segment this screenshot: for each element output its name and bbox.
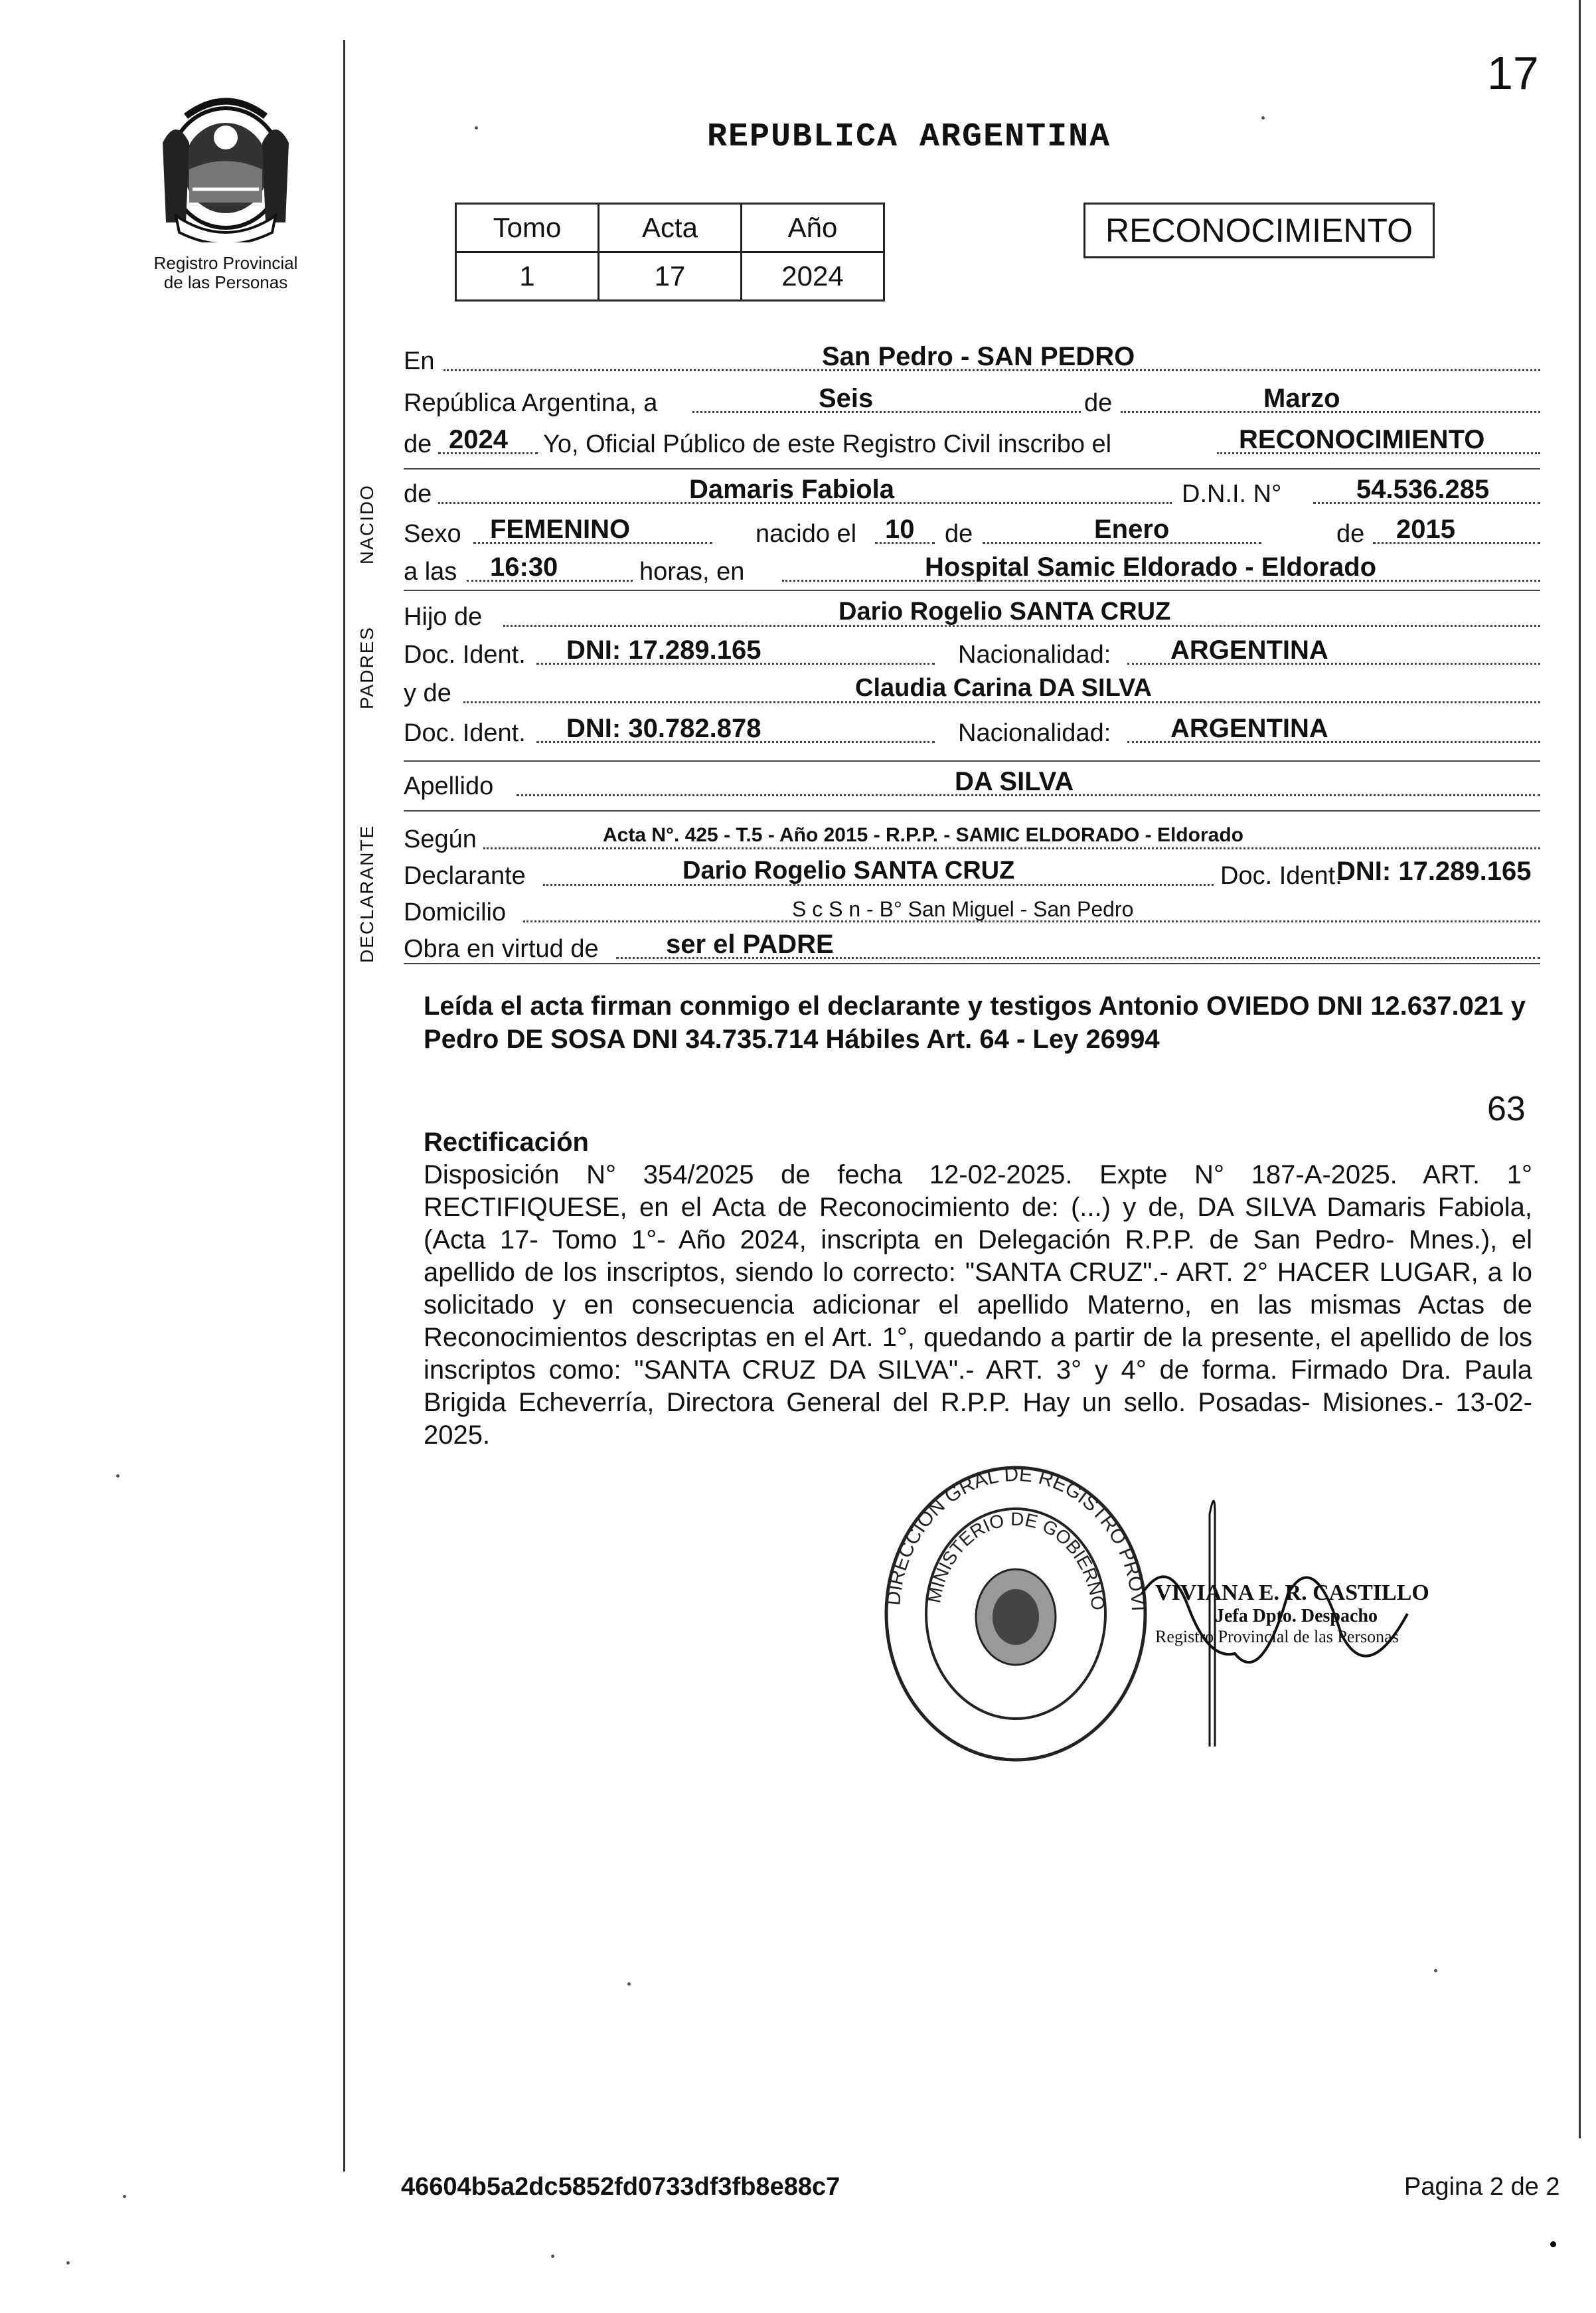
separator-3 [404, 760, 1540, 762]
separator-4 [404, 810, 1540, 812]
left-margin-line [343, 40, 345, 2172]
row-obra [404, 930, 1540, 968]
value-en: San Pedro - SAN PEDRO [822, 342, 1135, 371]
value-padre-nac: ARGENTINA [1170, 636, 1328, 665]
scan-speck [116, 1474, 120, 1478]
value-hora: 16:30 [490, 553, 558, 582]
scan-speck [1434, 1969, 1437, 1972]
row-padre [404, 598, 1540, 636]
logo-caption [110, 254, 342, 292]
stamp-line3: Registro Provincial de las Personas [1155, 1627, 1399, 1646]
stamp-line2: Jefa Dpto. Despacho [1215, 1606, 1378, 1626]
record-type-box: RECONOCIMIENTO [1083, 203, 1435, 258]
row-apellido [404, 767, 1540, 806]
value-tomo: 1 [456, 252, 599, 301]
row-hora [404, 553, 1540, 591]
value-nac-dia: 10 [885, 515, 915, 544]
label-de-nac-anio: de [1336, 520, 1365, 548]
rectificacion-title: Rectificación [424, 1128, 589, 1157]
side-label-nacido: NACIDO [357, 484, 377, 564]
stamp-line1: VIVIANA E. R. CASTILLO [1155, 1581, 1429, 1605]
value-inscribo: RECONOCIMIENTO [1239, 425, 1485, 454]
value-declarante-doc: DNI: 17.289.165 [1336, 857, 1532, 886]
label-declarante-doc: Doc. Ident. [1220, 862, 1342, 890]
label-dni: D.N.I. N° [1182, 480, 1282, 508]
value-mes: Marzo [1263, 384, 1340, 413]
value-padre: Dario Rogelio SANTA CRUZ [838, 598, 1171, 626]
label-de-nac-mes: de [945, 520, 973, 548]
label-de-nombre: de [404, 480, 432, 508]
signature-loop-icon [1195, 1488, 1235, 1753]
row-fecha [404, 384, 1540, 422]
row-domicilio [404, 893, 1540, 932]
value-padre-doc: DNI: 17.289.165 [566, 636, 761, 665]
value-madre-nac: ARGENTINA [1170, 714, 1328, 743]
row-nombre [404, 475, 1540, 513]
value-madre-doc: DNI: 30.782.878 [566, 714, 761, 743]
label-nacido: nacido el [756, 520, 857, 548]
label-horas-en: horas, en [639, 558, 745, 586]
label-alas: a las [404, 558, 457, 586]
label-domicilio: Domicilio [404, 899, 507, 926]
value-anio: 2024 [742, 252, 884, 301]
value-nombre: Damaris Fabiola [689, 475, 895, 504]
seal-icon [876, 1458, 1155, 1770]
label-obra: Obra en virtud de [404, 935, 599, 963]
label-doc-madre: Doc. Ident. [404, 719, 526, 747]
value-dni: 54.536.285 [1356, 475, 1490, 504]
right-margin-line [1579, 0, 1581, 2138]
separator-1 [404, 468, 1540, 470]
document-title: REPUBLICA ARGENTINA [707, 118, 1111, 156]
scan-speck [1550, 2241, 1556, 2247]
label-de-mes: de [1084, 389, 1113, 417]
label-nacionalidad-madre: Nacionalidad: [958, 719, 1111, 747]
value-dia: Seis [819, 384, 874, 413]
side-label-padres: PADRES [357, 626, 377, 709]
value-nac-anio: 2015 [1396, 515, 1455, 544]
row-anio [404, 425, 1540, 464]
label-republica: República Argentina, a [404, 389, 658, 417]
label-hijo: Hijo de [404, 603, 483, 631]
value-anio: 2024 [449, 425, 508, 454]
scan-speck [551, 2255, 554, 2258]
scan-speck [627, 1982, 631, 1986]
label-de-anio: de [404, 430, 432, 458]
row-madre-doc [404, 714, 1540, 752]
label-declarante: Declarante [404, 862, 526, 890]
row-madre [404, 674, 1540, 713]
value-declarante: Dario Rogelio SANTA CRUZ [682, 857, 1015, 885]
value-acta: 17 [599, 252, 742, 301]
scan-speck [66, 2261, 70, 2265]
label-yde: y de [404, 679, 451, 707]
header-acta: Acta [599, 204, 742, 252]
value-obra: ser el PADRE [666, 930, 834, 959]
margin-number: 63 [1487, 1090, 1526, 1128]
value-segun: Acta N°. 425 - T.5 - Año 2015 - R.P.P. - SAMIC ELDORADO - Eldorado [603, 824, 1243, 846]
logo-caption-line1: Registro Provincial [153, 253, 298, 273]
closing-text: Leída el acta firman conmigo el declarante y testigos Antonio OVIEDO DNI 12.637.021 y Pedro DE SOSA DNI 34.735.714 Hábiles Art. 64 - Ley 26994 [424, 991, 1526, 1054]
value-lugar: Hospital Samic Eldorado - Eldorado [925, 553, 1377, 582]
header-tomo: Tomo [456, 204, 599, 252]
label-nacionalidad-padre: Nacionalidad: [958, 641, 1111, 669]
record-table [455, 203, 885, 301]
seal-inner-text: MINISTERIO DE GOBIERNO [923, 1508, 1109, 1612]
row-sexo [404, 515, 1540, 553]
label-sexo: Sexo [404, 520, 461, 548]
label-segun: Según [404, 825, 477, 853]
row-en [404, 342, 1540, 381]
value-domicilio: S c S n - B° San Miguel - San Pedro [792, 897, 1134, 921]
row-declarante [404, 857, 1540, 895]
row-segun [404, 820, 1540, 859]
seal-outer-text: DIRECCION GRAL DE REGISTRO PROVI [882, 1463, 1149, 1612]
footer-page: Pagina 2 de 2 [1404, 2173, 1560, 2201]
coat-of-arms-icon [149, 90, 302, 242]
scan-speck [475, 126, 478, 129]
value-nac-mes: Enero [1094, 515, 1170, 544]
value-sexo: FEMENINO [490, 515, 631, 544]
document-hash: 46604b5a2dc5852fd0733df3fb8e88c7 [401, 2173, 840, 2201]
scan-speck [1261, 116, 1265, 120]
label-en: En [404, 347, 435, 375]
label-doc-padre: Doc. Ident. [404, 641, 526, 669]
header-anio: Año [742, 204, 884, 252]
value-apellido: DA SILVA [955, 767, 1074, 796]
page-number: 17 [1487, 47, 1539, 99]
logo-caption-line2: de las Personas [163, 272, 288, 292]
scan-speck [123, 2195, 126, 2198]
side-label-declarante: DECLARANTE [357, 824, 377, 963]
label-oficial: Yo, Oficial Público de este Registro Civil inscribo el [543, 430, 1112, 458]
row-padre-doc [404, 636, 1540, 674]
rectificacion-text: Disposición N° 354/2025 de fecha 12-02-2025. Expte N° 187-A-2025. ART. 1° RECTIFIQUESE, en el Acta de Reconocimiento de: (...) y de, DA SILVA Damaris Fabiola, (Acta 17- Tomo 1°- Año 2024, inscripta en Delegación R.P.P. de San Pedro- Mnes.), el apellido de los inscriptos, siendo lo correcto: "SANTA CRUZ".- ART. 2° HACER LUGAR, a lo solicitado y en consecuencia adicionar el apellido Materno, en las mismas Actas de Reconocimientos descriptas en el Art. 1°, quedando a partir de la presente, el apellido de los inscriptos como: "SANTA CRUZ DA SILVA".- ART. 3° y 4° de forma. Firmado Dra. Paula Brigida Echeverría, Directora General del R.P.P. Hay un sello. Posadas- Misiones.- 13-02-2025. [424, 1160, 1532, 1450]
province-logo [149, 90, 302, 242]
official-seal [876, 1458, 1155, 1770]
value-madre: Claudia Carina DA SILVA [855, 674, 1152, 702]
label-apellido: Apellido [404, 772, 494, 800]
